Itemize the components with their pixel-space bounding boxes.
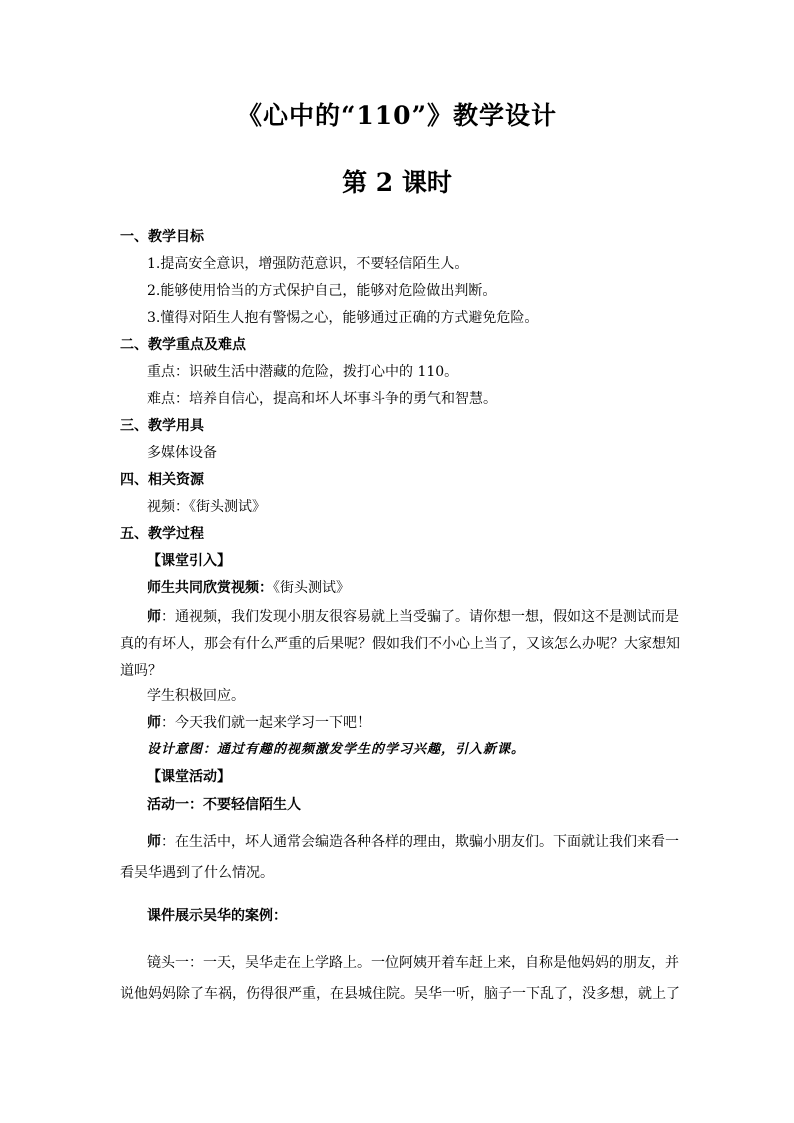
intro-tag: 【课堂引入】 xyxy=(147,553,231,569)
key-point: 重点：识破生活中潜藏的危险，拨打心中的 110。 xyxy=(147,364,459,380)
design-intent: 设计意图：通过有趣的视频激发学生的学习兴趣，引入新课。 xyxy=(147,742,526,757)
watch-video-title: 《街头测试》 xyxy=(273,580,350,596)
student-reply: 学生积极回应。 xyxy=(147,688,245,704)
paragraph-text: ：在生活中，坏人通常会编造各种各样的理由，欺骗小朋友们。下面就让我们来看一看吴华遇到了什么情况。 xyxy=(120,834,679,881)
teacher-paragraph-1 xyxy=(120,604,680,685)
section-heading-process: 五、教学过程 xyxy=(120,526,204,542)
objective-item: 1.提高安全意识，增强防范意识，不要轻信陌生人。 xyxy=(147,256,469,272)
teacher-paragraph-3 xyxy=(120,827,680,889)
section-heading-resources: 四、相关资源 xyxy=(120,472,204,488)
resources-content: 视频：《街头测试》 xyxy=(147,499,266,515)
speaker-label: 师 xyxy=(147,609,161,625)
lesson-subtitle: 第 2 课时 xyxy=(342,168,452,197)
paragraph-text: ：通视频，我们发现小朋友很容易就上当受骗了。请你想一想，假如这不是测试而是真的有坏人，那会有什么严重的后果呢？假如我们不小心上当了，又该怎么办呢？大家想知道吗？ xyxy=(120,609,680,679)
section-heading-objectives: 一、教学目标 xyxy=(120,229,204,245)
activity-tag: 【课堂活动】 xyxy=(147,769,231,785)
activity-one-title: 活动一：不要轻信陌生人 xyxy=(147,797,301,813)
speaker-label: 师 xyxy=(147,834,161,850)
document-title: 《心中的“110”》教学设计 xyxy=(237,101,557,130)
tools-content: 多媒体设备 xyxy=(147,445,217,461)
speaker-label: 师 xyxy=(147,715,161,731)
difficult-point: 难点：培养自信心，提高和坏人坏事斗争的勇气和智慧。 xyxy=(147,391,497,407)
watch-label: 师生共同欣赏视频： xyxy=(147,580,273,596)
case-paragraph: 镜头一：一天，吴华走在上学路上。一位阿姨开着车赶上来，自称是他妈妈的朋友，并说他妈妈除了车祸，伤得很严重，在县城住院。吴华一听，脑子一下乱了，没多想，就上了 xyxy=(120,955,680,1002)
objective-item: 2.能够使用恰当的方式保护自己，能够对危险做出判断。 xyxy=(147,283,497,299)
watch-video-line xyxy=(147,578,350,598)
case-heading: 课件展示吴华的案例： xyxy=(147,908,287,924)
section-heading-tools: 三、教学用具 xyxy=(120,418,204,434)
line-text: ：今天我们就一起来学习一下吧！ xyxy=(161,715,371,731)
teacher-line-2 xyxy=(147,713,371,733)
objective-item: 3.懂得对陌生人抱有警惕之心，能够通过正确的方式避免危险。 xyxy=(147,310,539,326)
section-heading-key-points: 二、教学重点及难点 xyxy=(120,337,246,353)
